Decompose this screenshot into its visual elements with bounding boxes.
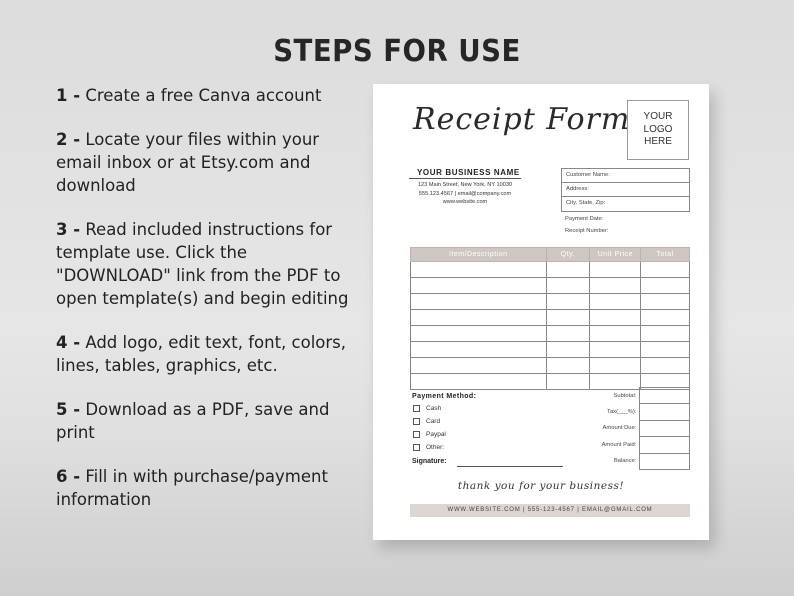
table-cell[interactable] [641,326,690,342]
subtotal-value[interactable] [640,388,690,404]
tax-value[interactable] [640,404,690,420]
table-cell[interactable] [590,326,641,342]
payment-option-paypal[interactable] [413,431,446,438]
table-cell[interactable] [590,294,641,310]
business-divider [409,178,521,179]
col-total: Total [641,248,690,262]
checkbox-icon[interactable] [413,431,420,438]
totals-table [592,387,690,470]
totals-row [592,453,690,469]
step-number: 6 - [56,467,81,486]
col-qty: Qty. [546,248,590,262]
table-cell[interactable] [411,358,547,374]
amount-due-label: Amount Due: [592,420,640,436]
totals-row [592,420,690,436]
table-cell[interactable] [546,342,590,358]
logo-text-line: HERE [644,136,672,148]
signature-line[interactable] [457,466,563,467]
step-5 [56,398,356,444]
table-cell[interactable] [411,294,547,310]
step-text: Add logo, edit text, font, colors, lines, tables, graphics, etc. [56,333,347,375]
customer-address-field[interactable]: Address: [562,183,689,197]
table-row [411,358,690,374]
payment-date-label: Payment Date: [565,216,604,222]
step-2 [56,128,356,197]
step-number: 2 - [56,130,81,149]
business-info [409,181,521,207]
table-cell[interactable] [641,262,690,278]
col-unit-price: Unit Price [590,248,641,262]
form-footer: WWW.WEBSITE.COM | 555-123-4567 | EMAIL@GMAIL.COM [410,504,690,517]
table-cell[interactable] [641,310,690,326]
totals-row [592,437,690,453]
step-text: Locate your files within your email inbox or at Etsy.com and download [56,130,320,195]
business-name: YOUR BUSINESS NAME [417,168,520,177]
table-cell[interactable] [590,310,641,326]
table-cell[interactable] [411,342,547,358]
table-cell[interactable] [411,326,547,342]
payment-option-label: Card [426,418,441,425]
tax-label: Tax(___%): [592,404,640,420]
step-3 [56,218,356,310]
business-contact: 555.123.4567 | email@company.com [418,190,512,197]
items-header-row [411,248,690,262]
table-cell[interactable] [546,262,590,278]
amount-due-value[interactable] [640,420,690,436]
step-text: Download as a PDF, save and print [56,400,330,442]
step-text: Fill in with purchase/payment information [56,467,328,509]
business-address: 123 Main Street, New York, NY 10030 [417,182,513,188]
totals-row [592,404,690,420]
table-row [411,310,690,326]
form-title: Receipt Form [413,102,631,137]
payment-option-label: Cash [426,405,442,412]
step-1 [56,84,356,107]
step-number: 5 - [56,400,81,419]
subtotal-label: Subtotal: [592,388,640,404]
table-cell[interactable] [590,278,641,294]
customer-city-field[interactable]: City, State, Zip: [566,200,606,206]
table-cell[interactable] [411,262,547,278]
table-cell[interactable] [546,294,590,310]
customer-name-field[interactable]: Customer Name: [562,169,689,183]
table-row [411,278,690,294]
checkbox-icon[interactable] [413,444,420,451]
payment-option-label: Paypal [426,431,446,438]
payment-option-label: Other: [426,444,445,451]
balance-value[interactable] [640,453,690,469]
totals-row [592,388,690,404]
table-cell[interactable] [590,358,641,374]
table-cell[interactable] [546,326,590,342]
payment-method-title: Payment Method: [412,393,477,400]
table-cell[interactable] [641,342,690,358]
checkbox-icon[interactable] [413,405,420,412]
receipt-number-label: Receipt Number: [565,228,609,234]
table-cell[interactable] [546,358,590,374]
step-text: Create a free Canva account [80,86,322,105]
table-cell[interactable] [546,278,590,294]
table-row [411,294,690,310]
table-cell[interactable] [411,278,547,294]
table-cell[interactable] [641,294,690,310]
payment-option-cash[interactable] [413,405,441,412]
signature-label: Signature: [412,458,447,465]
payment-option-other[interactable] [413,444,444,451]
amount-paid-value[interactable] [640,437,690,453]
amount-paid-label: Amount Paid: [592,437,640,453]
step-number: 3 - [56,220,81,239]
step-number: 4 - [56,333,81,352]
table-cell[interactable] [641,278,690,294]
items-table [410,247,690,390]
col-item-description: Item/Description [411,248,547,262]
table-cell[interactable] [411,310,547,326]
receipt-form-paper [373,84,709,540]
table-row [411,326,690,342]
thank-you-note: thank you for your business! [457,480,625,492]
step-6 [56,465,356,511]
step-text: Read included instructions for template use. Click the "DOWNLOAD" link from the PDF to open template(s) and begin editing [56,220,349,308]
logo-placeholder [627,100,689,160]
customer-box [561,168,690,212]
table-cell[interactable] [546,310,590,326]
balance-label: Balance: [592,453,640,469]
table-cell[interactable] [546,374,590,390]
logo-text-line: YOUR [643,111,673,123]
table-cell[interactable] [590,342,641,358]
table-cell[interactable] [641,358,690,374]
page-heading: STEPS FOR USE [273,34,521,69]
steps-list [56,84,356,532]
table-row [411,262,690,278]
step-number: 1 - [56,86,81,105]
table-row [411,342,690,358]
checkbox-icon[interactable] [413,418,420,425]
business-website: www.website.com [442,199,488,205]
logo-text-line: LOGO [643,123,673,135]
table-cell[interactable] [411,374,547,390]
payment-option-card[interactable] [413,418,440,425]
step-4 [56,331,356,377]
table-cell[interactable] [590,262,641,278]
